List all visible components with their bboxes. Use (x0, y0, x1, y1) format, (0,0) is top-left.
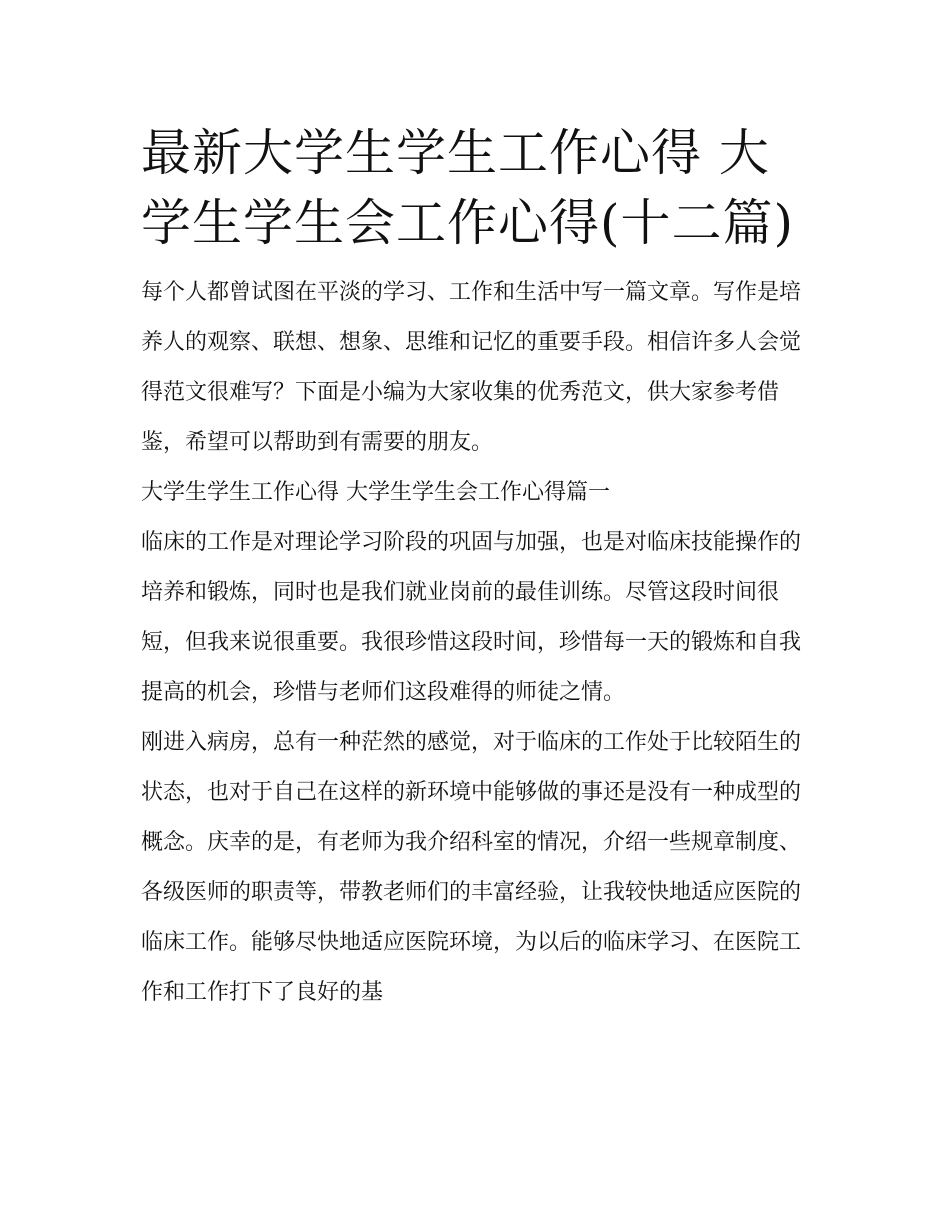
document-body (141, 118, 813, 1018)
article-text (141, 268, 813, 1018)
body-paragraph: 刚进入病房，总有一种茫然的感觉，对于临床的工作处于比较陌生的状态，也对于自己在这样的新环境中能够做的事还是没有一种成型的概念。庆幸的是，有老师为我介绍科室的情况，介绍一些规章制度、各级医师的职责等，带教老师们的丰富经验，让我较快地适应医院的临床工作。能够尽快地适应医院环境，为以后的临床学习、在医院工作和工作打下了良好的基 (141, 730, 802, 1005)
page-title: 最新大学生学生工作心得 大学生学生会工作心得(十二篇) (141, 124, 795, 252)
intro-paragraph: 每个人都曾试图在平淡的学习、工作和生活中写一篇文章。写作是培养人的观察、联想、想象、思维和记忆的重要手段。相信许多人会觉得范文很难写？下面是小编为大家收集的优秀范文，供大家参考借鉴，希望可以帮助到有需要的朋友。 (141, 280, 802, 455)
body-paragraph: 临床的工作是对理论学习阶段的巩固与加强，也是对临床技能操作的培养和锻炼，同时也是我们就业岗前的最佳训练。尽管这段时间很短，但我来说很重要。我很珍惜这段时间，珍惜每一天的锻炼和自我提高的机会，珍惜与老师们这段难得的师徒之情。 (141, 530, 802, 705)
section-heading: 大学生学生工作心得 大学生学生会工作心得篇一 (141, 480, 610, 505)
